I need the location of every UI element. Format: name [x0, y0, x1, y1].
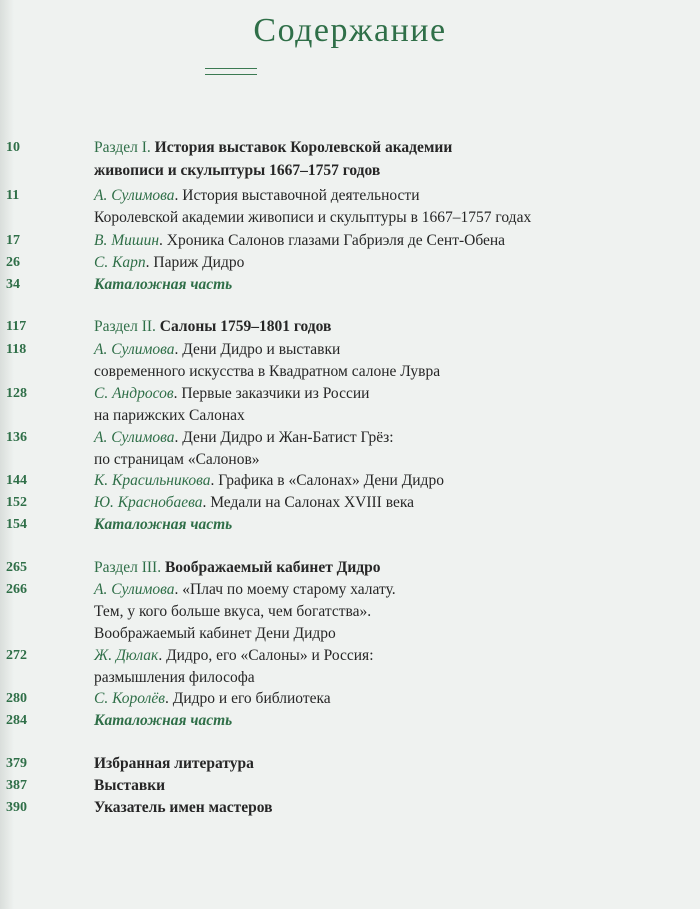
entry-text	[94, 339, 340, 361]
entry-text	[94, 579, 396, 601]
page-number: 128	[6, 386, 27, 401]
entry-text	[94, 753, 254, 775]
entry-text	[94, 667, 255, 689]
entry-text	[94, 645, 374, 667]
author-name: А. Сулимова	[94, 187, 175, 204]
page-number: 379	[6, 756, 27, 771]
entry-description: . Первые заказчики из России	[173, 385, 370, 402]
entry-text	[94, 427, 394, 449]
page-number: 144	[6, 473, 27, 488]
entry-text	[94, 185, 420, 207]
page-number: 11	[6, 188, 20, 203]
section-label: Раздел II.	[94, 318, 156, 335]
entry-text	[94, 470, 444, 492]
entry-text	[94, 601, 371, 623]
entry-text	[94, 383, 369, 405]
entry-title: Воображаемый кабинет Дидро	[161, 559, 381, 576]
entry-text	[94, 797, 273, 819]
entry-title: История выставок Королевской академии	[150, 139, 453, 156]
page-number: 265	[6, 560, 27, 575]
entry-text	[94, 274, 232, 296]
entry-description: . История выставочной деятельности	[174, 187, 420, 204]
page-number: 118	[6, 342, 27, 357]
author-name: Ж. Дюлак	[94, 647, 159, 664]
entry-text	[94, 688, 331, 710]
page-number: 34	[6, 277, 20, 292]
entry-text	[94, 623, 336, 645]
entry-text	[94, 557, 381, 579]
catalog-part-label: Каталожная часть	[94, 712, 233, 729]
entry-text	[94, 160, 380, 182]
entry-title: Избранная литература	[94, 755, 254, 772]
entry-description: . Париж Дидро	[145, 254, 245, 271]
page-number: 26	[6, 255, 20, 270]
entry-text	[94, 710, 232, 732]
entry-description: Королевской академии живописи и скульптуры в 1667–1757 годах	[94, 209, 532, 226]
entry-description: . Медали на Салонах XVIII века	[202, 494, 414, 511]
page-number: 390	[6, 800, 27, 815]
entry-title: Выставки	[94, 777, 166, 794]
entry-text	[94, 405, 245, 427]
page-number: 154	[6, 517, 27, 532]
page-number: 280	[6, 691, 27, 706]
entry-description: современного искусства в Квадратном салоне Лувра	[94, 363, 441, 380]
page-number: 136	[6, 430, 27, 445]
entry-title: Салоны 1759–1801 годов	[155, 318, 332, 335]
entry-description: . Дидро и его библиотека	[165, 690, 331, 707]
entry-description: . Хроника Салонов глазами Габриэля де Сент-Обена	[159, 232, 506, 249]
author-name: А. Сулимова	[94, 581, 175, 598]
entry-description: . Дени Дидро и Жан-Батист Грёз:	[174, 429, 394, 446]
page-number: 152	[6, 495, 27, 510]
entry-description: Воображаемый кабинет Дени Дидро	[94, 625, 336, 642]
author-name: К. Красильникова	[94, 472, 211, 489]
entry-text	[94, 316, 331, 338]
author-name: С. Королёв	[94, 690, 166, 707]
section-label: Раздел I.	[94, 139, 151, 156]
entry-description: на парижских Салонах	[94, 407, 245, 424]
entry-text	[94, 361, 440, 383]
entry-description: . «Плач по моему старому халату.	[174, 581, 396, 598]
author-name: А. Сулимова	[94, 341, 175, 358]
entry-title: живописи и скульптуры 1667–1757 годов	[94, 162, 381, 179]
entry-description: по страницам «Салонов»	[94, 451, 260, 468]
entry-text	[94, 207, 531, 229]
author-name: А. Сулимова	[94, 429, 175, 446]
author-name: В. Мишин	[94, 232, 160, 249]
page-number: 117	[6, 319, 27, 334]
entry-description: размышления философа	[94, 669, 255, 686]
entry-text	[94, 449, 260, 471]
catalog-part-label: Каталожная часть	[94, 516, 233, 533]
entry-text	[94, 775, 165, 797]
catalog-part-label: Каталожная часть	[94, 276, 233, 293]
page-number: 266	[6, 582, 27, 597]
entry-description: . Дени Дидро и выставки	[174, 341, 341, 358]
page-number: 284	[6, 713, 27, 728]
page-number: 272	[6, 648, 27, 663]
entry-text	[94, 137, 452, 159]
entry-text	[94, 230, 505, 252]
section-label: Раздел III.	[94, 559, 162, 576]
page-number: 10	[6, 140, 20, 155]
entry-description: . Графика в «Салонах» Дени Дидро	[210, 472, 444, 489]
entry-text	[94, 252, 244, 274]
page-number: 17	[6, 233, 20, 248]
page-title: Содержание	[253, 12, 447, 49]
entry-text	[94, 514, 232, 536]
entry-title: Указатель имен мастеров	[94, 799, 273, 816]
entry-text	[94, 492, 414, 514]
author-name: Ю. Краснобаева	[94, 494, 203, 511]
author-name: С. Андросов	[94, 385, 174, 402]
author-name: С. Карп	[94, 254, 146, 271]
entry-description: . Дидро, его «Салоны» и Россия:	[158, 647, 374, 664]
entry-description: Тем, у кого больше вкуса, чем богатства».	[94, 603, 372, 620]
title-divider	[205, 68, 257, 75]
page-number: 387	[6, 778, 27, 793]
